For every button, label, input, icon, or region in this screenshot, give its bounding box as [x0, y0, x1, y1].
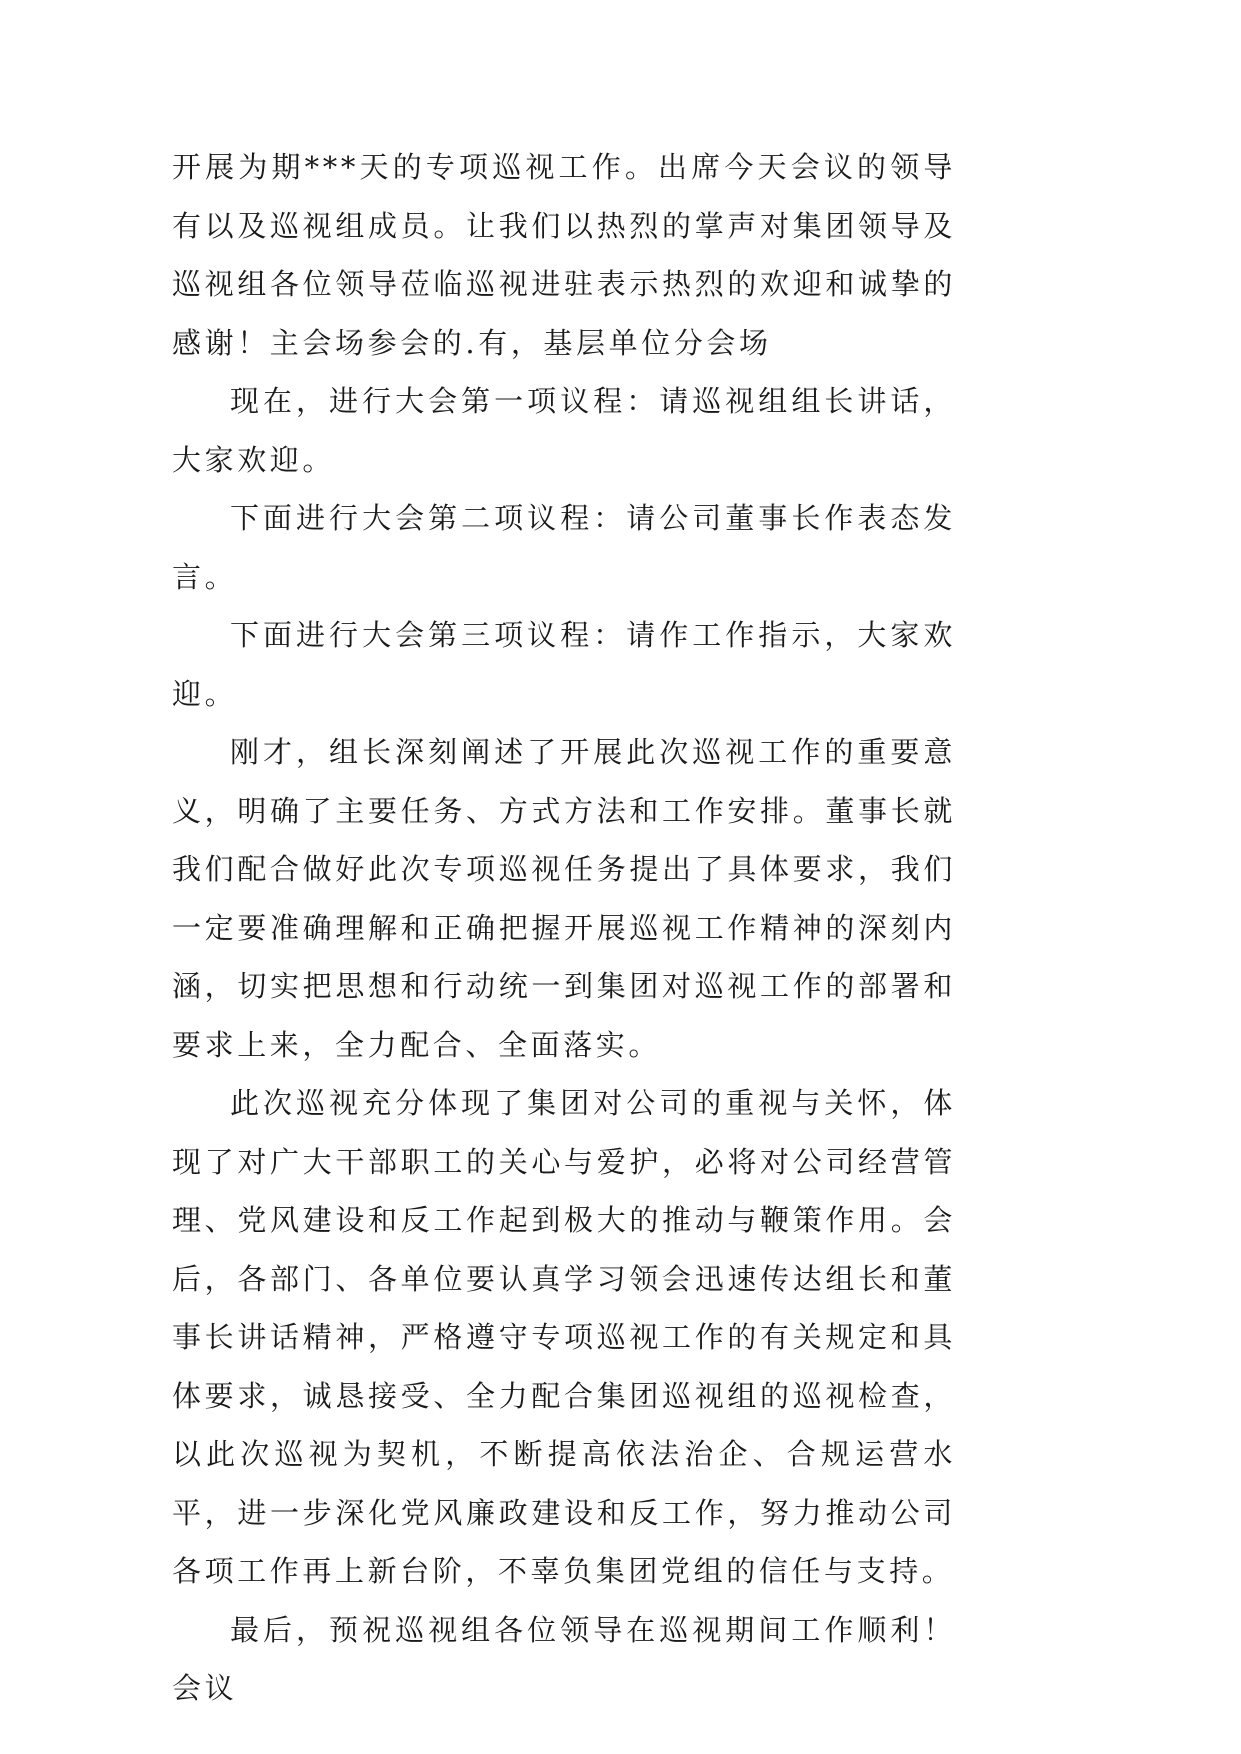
paragraph-requirements: 此次巡视充分体现了集团对公司的重视与关怀，体现了对广大干部职工的关心与爱护，必将对公司经营管理、党风建设和反工作起到极大的推动与鞭策作用。会后，各部门、各单位要认真学习领会迅速传达组长和董事长讲话精神，严格遵守专项巡视工作的有关规定和具体要求，诚恳接受、全力配合集团巡视组的巡视检查，以此次巡视为契机，不断提高依法治企、合规运营水平，进一步深化党风廉政建设和反工作，努力推动公司各项工作再上新台阶，不辜负集团党组的信任与支持。	[172, 1086, 956, 1588]
paragraph-agenda-item-1: 现在，进行大会第一项议程：请巡视组组长讲话，大家欢迎。	[172, 384, 956, 477]
paragraph-closing: 最后，预祝巡视组各位领导在巡视期间工作顺利！会议	[172, 1612, 956, 1705]
paragraph-agenda-item-3: 下面进行大会第三项议程：请作工作指示，大家欢迎。	[172, 618, 956, 711]
document-body	[172, 138, 956, 1718]
paragraph-summary: 刚才，组长深刻阐述了开展此次巡视工作的重要意义，明确了主要任务、方式方法和工作安排。董事长就我们配合做好此次专项巡视任务提出了具体要求，我们一定要准确理解和正确把握开展巡视工作精神的深刻内涵，切实把思想和行动统一到集团对巡视工作的部署和要求上来，全力配合、全面落实。	[172, 735, 956, 1062]
paragraph-continuation: 开展为期***天的专项巡视工作。出席今天会议的领导有以及巡视组成员。让我们以热烈的掌声对集团领导及巡视组各位领导莅临巡视进驻表示热烈的欢迎和诚挚的感谢！主会场参会的.有，基层单位分会场	[172, 150, 956, 360]
paragraph-agenda-item-2: 下面进行大会第二项议程：请公司董事长作表态发言。	[172, 501, 956, 594]
